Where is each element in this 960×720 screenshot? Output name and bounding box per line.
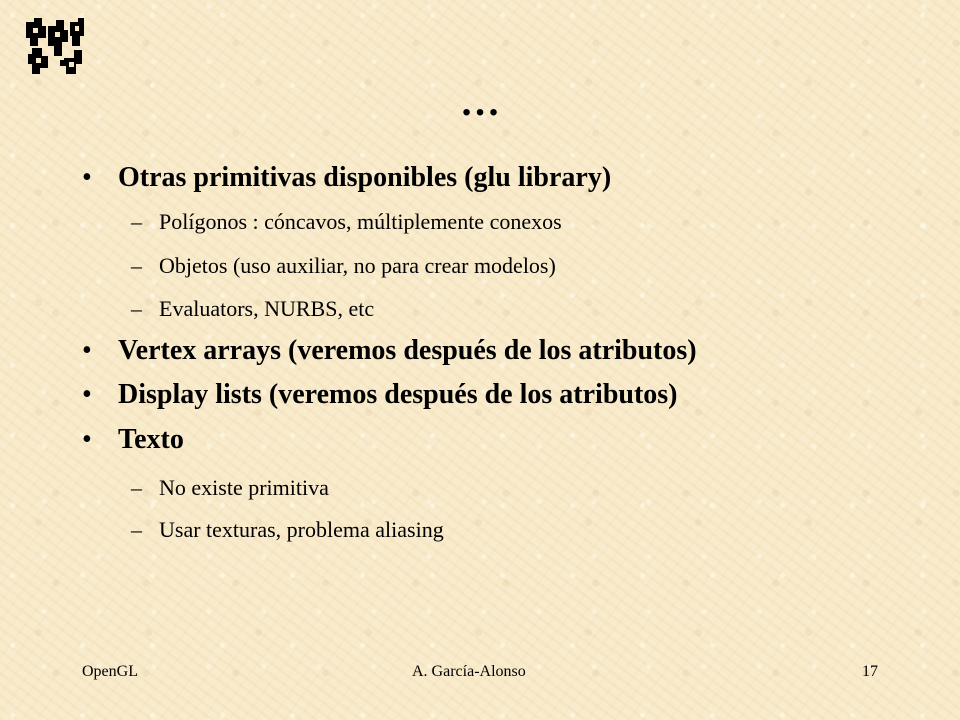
bullet-text: Display lists (veremos después de los atributos) [118,379,678,410]
bullet-marker: • [82,335,92,366]
dash-marker: – [131,517,142,542]
sub-bullet-text: Evaluators, NURBS, etc [159,296,375,321]
bullet-item [82,334,697,368]
page-number: 17 [862,663,878,680]
bullet-marker: • [82,379,92,410]
slide-title: … [460,79,500,124]
footer-author: A. García-Alonso [412,663,526,680]
sub-bullet-item [131,252,556,280]
bullet-text: Otras primitivas disponibles (glu library) [118,162,612,193]
bullet-marker: • [82,424,92,455]
dash-marker: – [131,296,142,321]
sub-bullet-text: No existe primitiva [159,475,329,500]
bullet-marker: • [82,162,92,193]
sub-bullet-item [131,516,444,544]
dash-marker: – [131,475,142,500]
bullet-item [82,378,678,412]
sub-bullet-text: Objetos (uso auxiliar, no para crear modelos) [159,253,556,278]
university-logo-icon [24,16,86,76]
sub-bullet-text: Usar texturas, problema aliasing [159,517,444,542]
sub-bullet-item [131,208,562,236]
bullet-text: Texto [118,424,184,455]
footer-course: OpenGL [82,663,138,680]
dash-marker: – [131,253,142,278]
sub-bullet-text: Polígonos : cóncavos, múltiplemente conexos [159,209,562,234]
bullet-item [82,161,611,195]
dash-marker: – [131,209,142,234]
bullet-text: Vertex arrays (veremos después de los atributos) [118,335,697,366]
sub-bullet-item [131,295,374,323]
bullet-item [82,423,184,457]
sub-bullet-item [131,474,329,502]
